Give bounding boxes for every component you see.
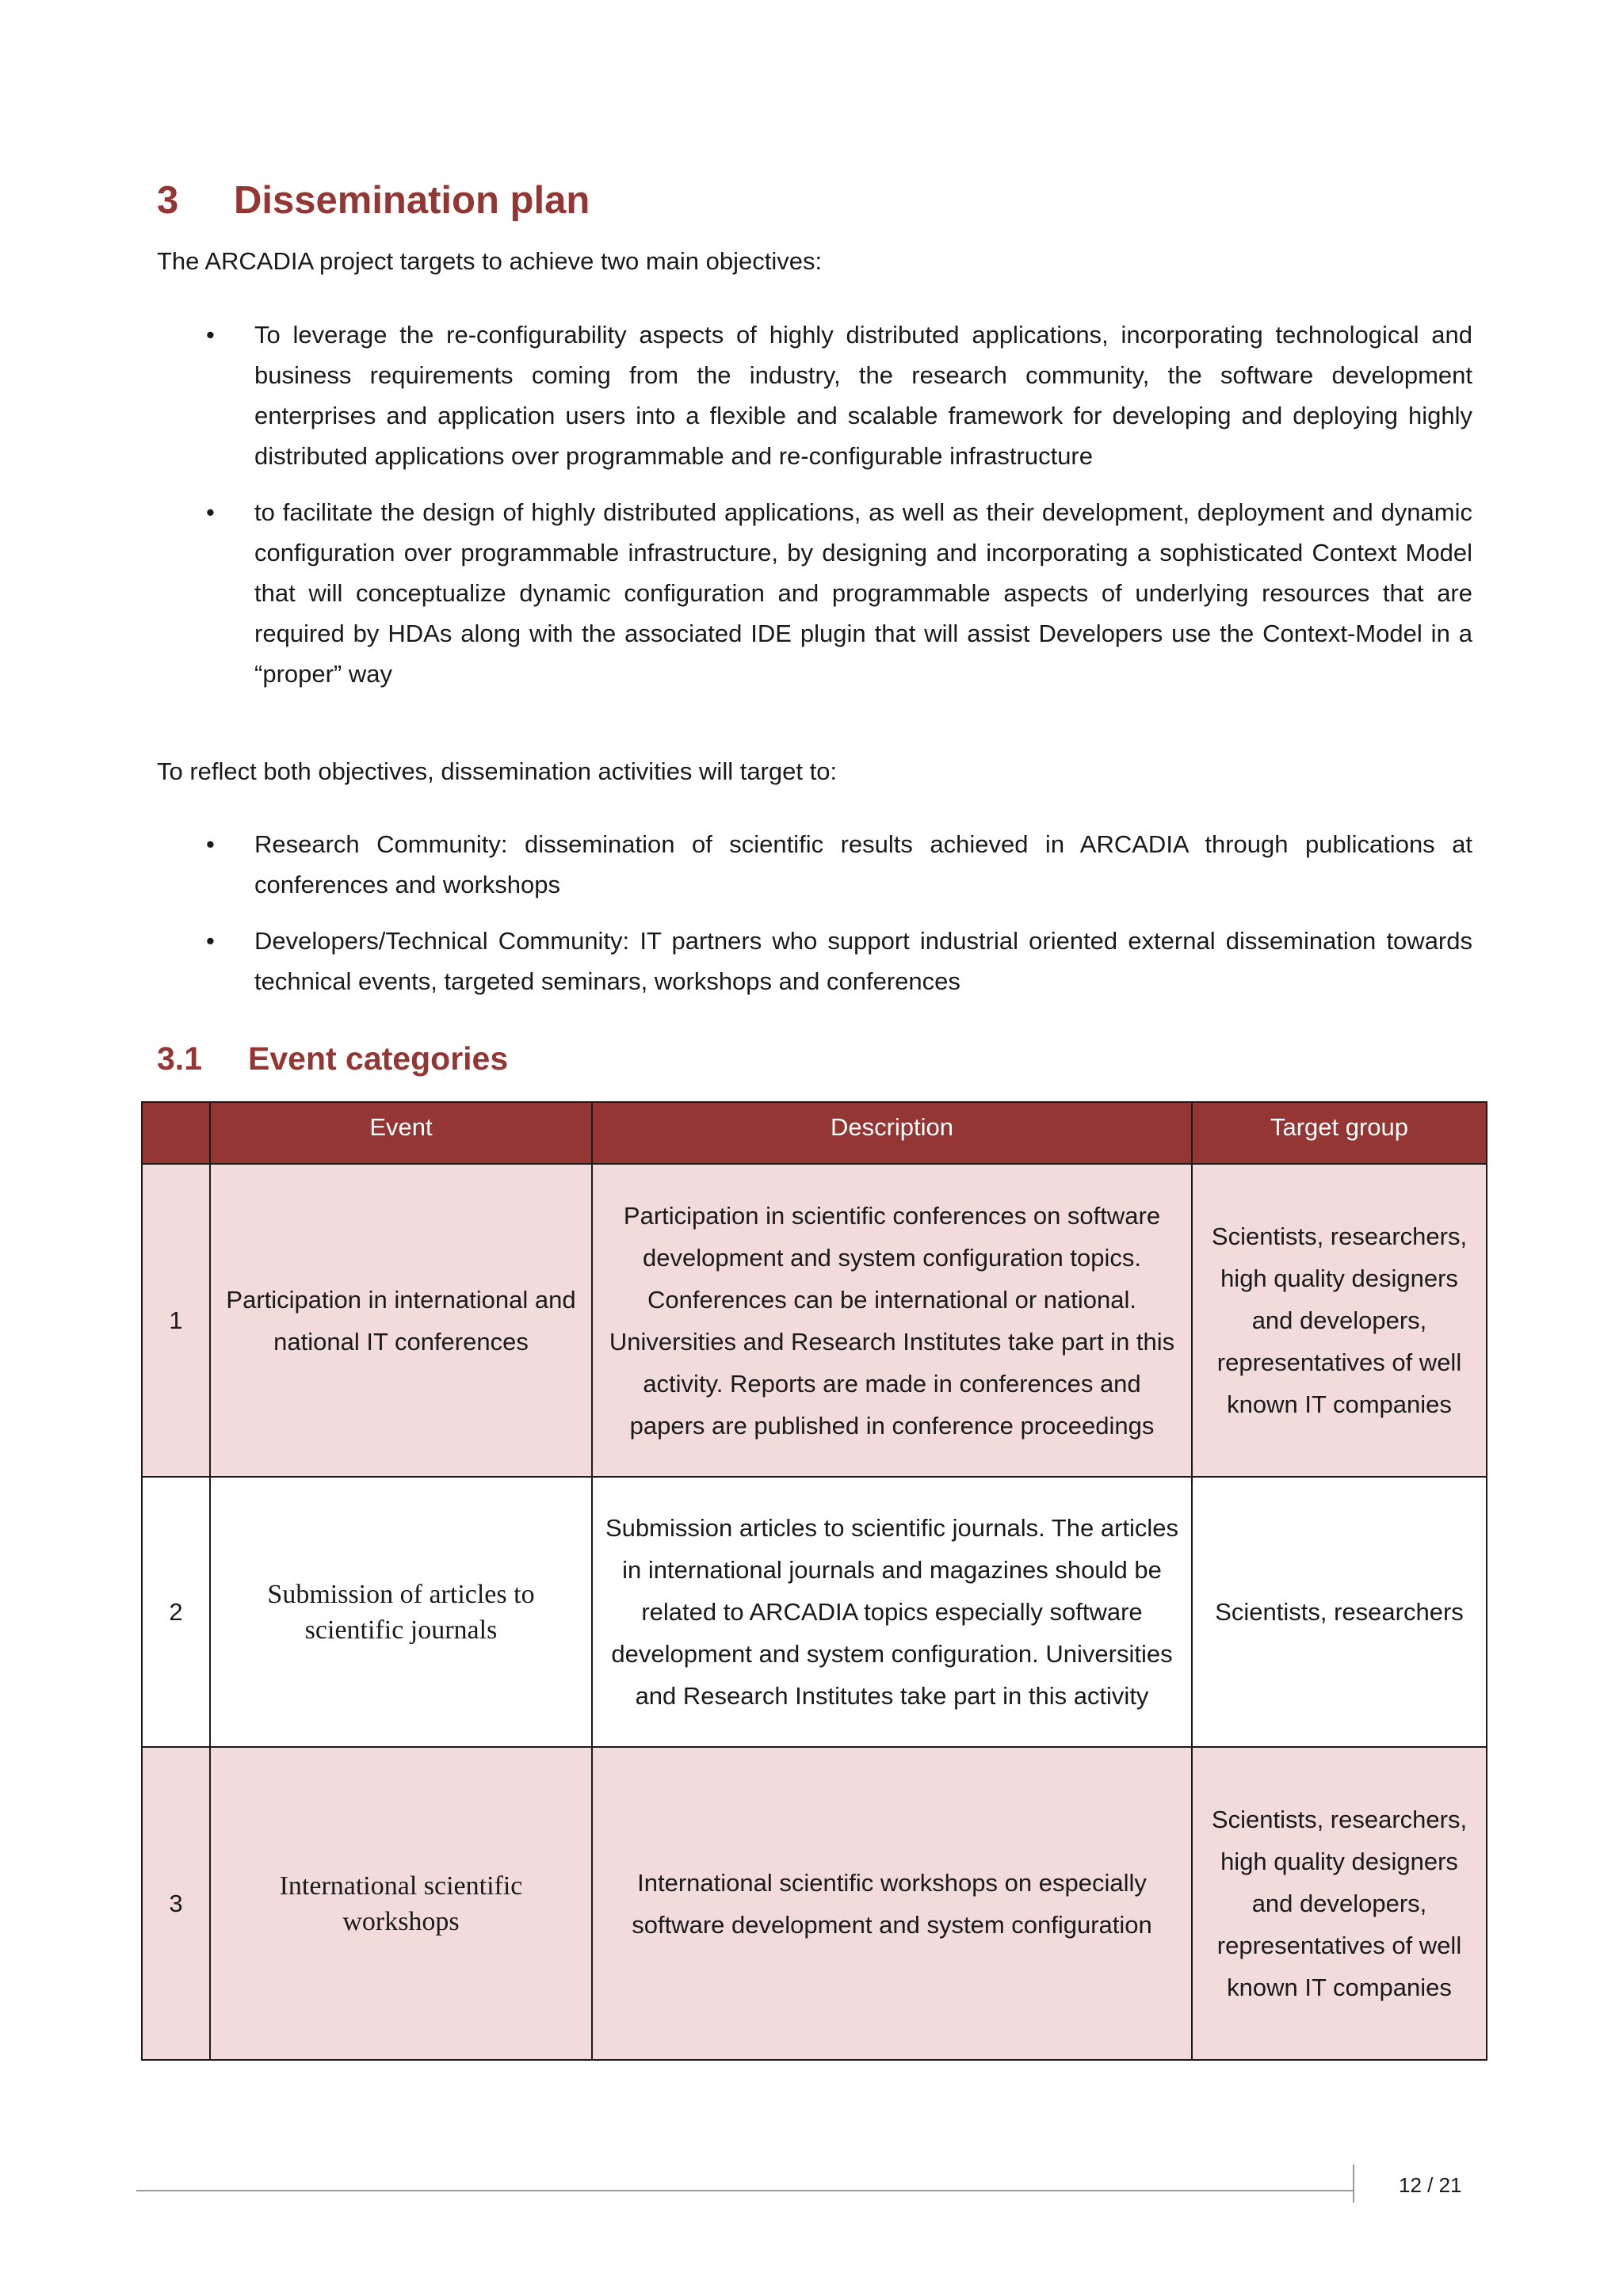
footer-divider [136, 2190, 1354, 2191]
subsection-number: 3.1 [157, 1040, 202, 1077]
header-target-group: Target group [1192, 1102, 1487, 1164]
bullet-icon: • [206, 498, 215, 526]
section-title: Dissemination plan [234, 179, 590, 222]
table-header-row [142, 1102, 1487, 1164]
page-number: 12 / 21 [1399, 2173, 1462, 2197]
header-description: Description [592, 1102, 1192, 1164]
list-item: • Research Community: dissemination of scientific results achieved in ARCADIA through publications at conferences and workshops [157, 824, 1472, 905]
bullet-icon: • [206, 927, 215, 955]
row-target-group: Scientists, researchers, high quality designers and developers, representatives of well known IT companies [1192, 1747, 1487, 2060]
row-target-group: Scientists, researchers [1192, 1477, 1487, 1747]
list-item: • To leverage the re-configurability aspects of highly distributed applications, incorporating technological and business requirements coming from the industry, the research community, the software development enterprises and application users into a flexible and scalable framework for developing and deploying highly distributed applications over programmable and re-configurable infrastructure [157, 315, 1472, 476]
footer-tick [1353, 2164, 1354, 2203]
row-event: Submission of articles to scientific journals [210, 1477, 592, 1747]
row-description: International scientific workshops on especially software development and system configuration [592, 1747, 1192, 2060]
bullet-icon: • [206, 830, 215, 858]
intro-paragraph: The ARCADIA project targets to achieve two main objectives: [157, 247, 823, 275]
section-number: 3 [157, 179, 179, 222]
row-event: Participation in international and national IT conferences [210, 1164, 592, 1477]
header-event: Event [210, 1102, 592, 1164]
row-index: 3 [142, 1747, 210, 2060]
subsection-heading [157, 1035, 508, 1082]
table-row [142, 1164, 1487, 1477]
table-row [142, 1747, 1487, 2060]
header-index [142, 1102, 210, 1164]
row-target-group: Scientists, researchers, high quality designers and developers, representatives of well known IT companies [1192, 1164, 1487, 1477]
section-heading [157, 173, 590, 228]
objectives-list [157, 315, 1472, 710]
table-row [142, 1477, 1487, 1747]
event-categories-table [141, 1101, 1487, 2061]
row-description: Submission articles to scientific journals. The articles in international journals and magazines should be related to ARCADIA topics especially software development and system configuration. Universities and Research Institutes take part in this activity [592, 1477, 1192, 1747]
list-item: • Developers/Technical Community: IT partners who support industrial oriented external dissemination towards technical events, targeted seminars, workshops and conferences [157, 921, 1472, 1001]
targets-intro-paragraph: To reflect both objectives, dissemination activities will target to: [157, 757, 838, 785]
bullet-icon: • [206, 321, 215, 349]
list-item: • to facilitate the design of highly distributed applications, as well as their development, deployment and dynamic configuration over programmable infrastructure, by designing and incorporating a sophisticated Context Model that will conceptualize dynamic configuration and programmable aspects of underlying resources that are required by HDAs along with the associated IDE plugin that will assist Developers use the Context-Model in a “proper” way [157, 492, 1472, 694]
row-index: 1 [142, 1164, 210, 1477]
row-description: Participation in scientific conferences on software development and system configuration topics. Conferences can be international or national. Universities and Research Institutes take part in this activity. Reports are made in conferences and papers are published in conference proceedings [592, 1164, 1192, 1477]
subsection-title: Event categories [248, 1040, 509, 1077]
targets-list [157, 824, 1472, 1017]
row-event: International scientific workshops [210, 1747, 592, 2060]
row-index: 2 [142, 1477, 210, 1747]
